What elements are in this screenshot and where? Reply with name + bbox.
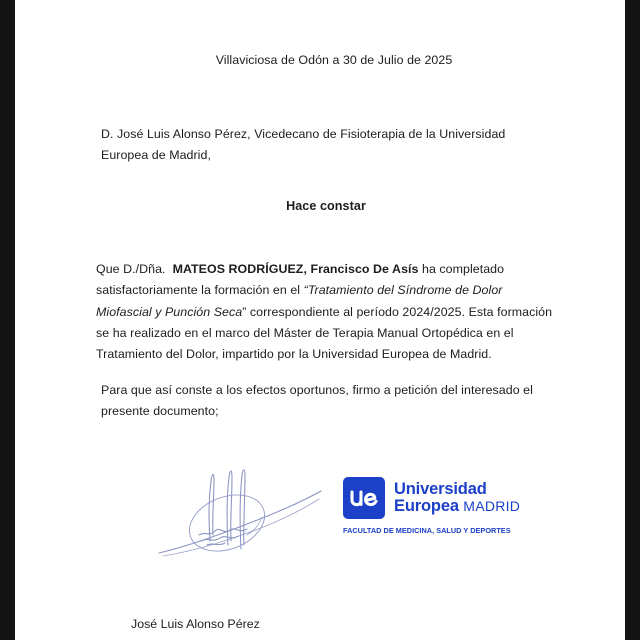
course-title: Tratamiento del Síndrome de Dolor Miofascial y Punción Seca bbox=[96, 283, 503, 319]
document-heading: Hace constar bbox=[286, 199, 366, 213]
body-after-title: correspondiente al período 2024/2025. Esta formación se ha realizado en el marco del Máster de Terapia Manual Ortopédica en el Tratamiento del Dolor, impartido por la Universidad Europea de Madrid. bbox=[96, 304, 553, 362]
body-paragraph bbox=[96, 259, 558, 366]
ue-monogram-icon bbox=[343, 477, 385, 519]
signer-name: José Luis Alonso Pérez bbox=[131, 617, 260, 631]
document-page bbox=[15, 0, 625, 640]
date-line: Villaviciosa de Odón a 30 de Julio de 2025 bbox=[215, 53, 453, 67]
logo-wordmark bbox=[394, 481, 520, 515]
quote-close: ” bbox=[242, 304, 247, 319]
university-logo bbox=[343, 477, 523, 535]
addressee-paragraph: D. José Luis Alonso Pérez, Vicedecano de Fisioterapia de la Universidad Europea de Madrid, bbox=[101, 127, 506, 163]
quote-open: “ bbox=[303, 283, 308, 298]
student-name: MATEOS RODRÍGUEZ, Francisco De Asís bbox=[172, 262, 419, 276]
closing-paragraph: Para que así conste a los efectos oportunos, firmo a petición del interesado el presente documento; bbox=[101, 383, 533, 419]
signature-image bbox=[155, 455, 335, 570]
logo-line-europea-madrid bbox=[394, 498, 520, 515]
letterbox-bar-left bbox=[0, 0, 15, 640]
logo-madrid: MADRID bbox=[463, 498, 521, 514]
logo-row bbox=[343, 477, 523, 519]
logo-line-universidad: Universidad bbox=[394, 479, 487, 498]
logo-europea: Europea bbox=[394, 497, 459, 515]
letterbox-bar-right bbox=[625, 0, 640, 640]
body-intro: Que D./Dña. bbox=[96, 262, 166, 276]
logo-faculty-tagline: FACULTAD DE MEDICINA, SALUD Y DEPORTES bbox=[343, 526, 511, 535]
body-after-name: ha completado satisfactoriamente la formación en el bbox=[96, 262, 505, 298]
